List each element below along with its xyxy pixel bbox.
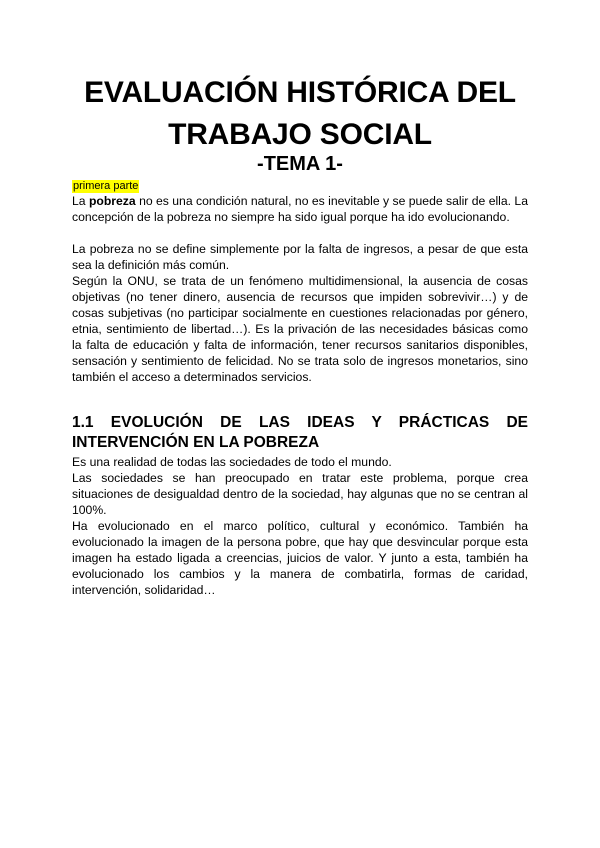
- section-heading: [72, 413, 528, 453]
- page-subtitle: -TEMA 1-: [257, 153, 343, 175]
- paragraph-definition: La pobreza no se define simplemente por la falta de ingresos, a pesar de que esta sea la definición más común.: [72, 242, 528, 272]
- paragraph-onu: Según la ONU, se trata de un fenómeno multidimensional, la ausencia de cosas objetivas (no tener dinero, ausencia de recursos que impiden sobrevivir…) y de cosas subjetivas (no participar socialmente en cuestiones relacionadas por género, etnia, sentimiento de libertad…). Es la privación de las necesidades básicas como la falta de educación y falta de información, tener recursos sanitarios disponibles, sensación y sentimiento de felicidad. No se trata solo de ingresos monetarios, sino también el acceso a determinados servicios.: [72, 274, 528, 384]
- section-heading-line-1: 1.1 EVOLUCIÓN DE LAS IDEAS Y PRÁCTICAS DE: [72, 414, 528, 431]
- section-paragraph-2: Las sociedades se han preocupado en tratar este problema, porque crea situaciones de desigualdad dentro de la sociedad, hay algunas que no se centran al 100%.: [72, 471, 528, 517]
- section-body: [72, 454, 528, 598]
- title-line-1: EVALUACIÓN HISTÓRICA DEL: [84, 76, 516, 109]
- title-line-2: TRABAJO SOCIAL: [168, 118, 432, 151]
- section-heading-line-2: INTERVENCIÓN EN LA POBREZA: [72, 434, 320, 451]
- section-paragraph-1: Es una realidad de todas las sociedades de todo el mundo.: [72, 455, 392, 469]
- highlighted-label: primera parte: [73, 180, 139, 192]
- section-paragraph-3: Ha evolucionado en el marco político, cultural y económico. También ha evolucionado la imagen de la persona pobre, que hay que desvincular porque esta imagen ha estado ligada a creencias, juicios de valor. Y junto a esta, también ha evolucionado los cambios y la manera de combatirla, formas de caridad, intervención, solidaridad…: [72, 519, 528, 597]
- intro-bold-term: pobreza: [88, 194, 136, 208]
- intro-paragraph: [72, 193, 528, 225]
- page-title: [40, 72, 560, 156]
- intro-prefix: La: [72, 194, 89, 208]
- intro-rest: no es una condición natural, no es inevitable y se puede salir de ella. La concepción de la pobreza no siempre ha sido igual porque ha ido evolucionando.: [72, 194, 528, 224]
